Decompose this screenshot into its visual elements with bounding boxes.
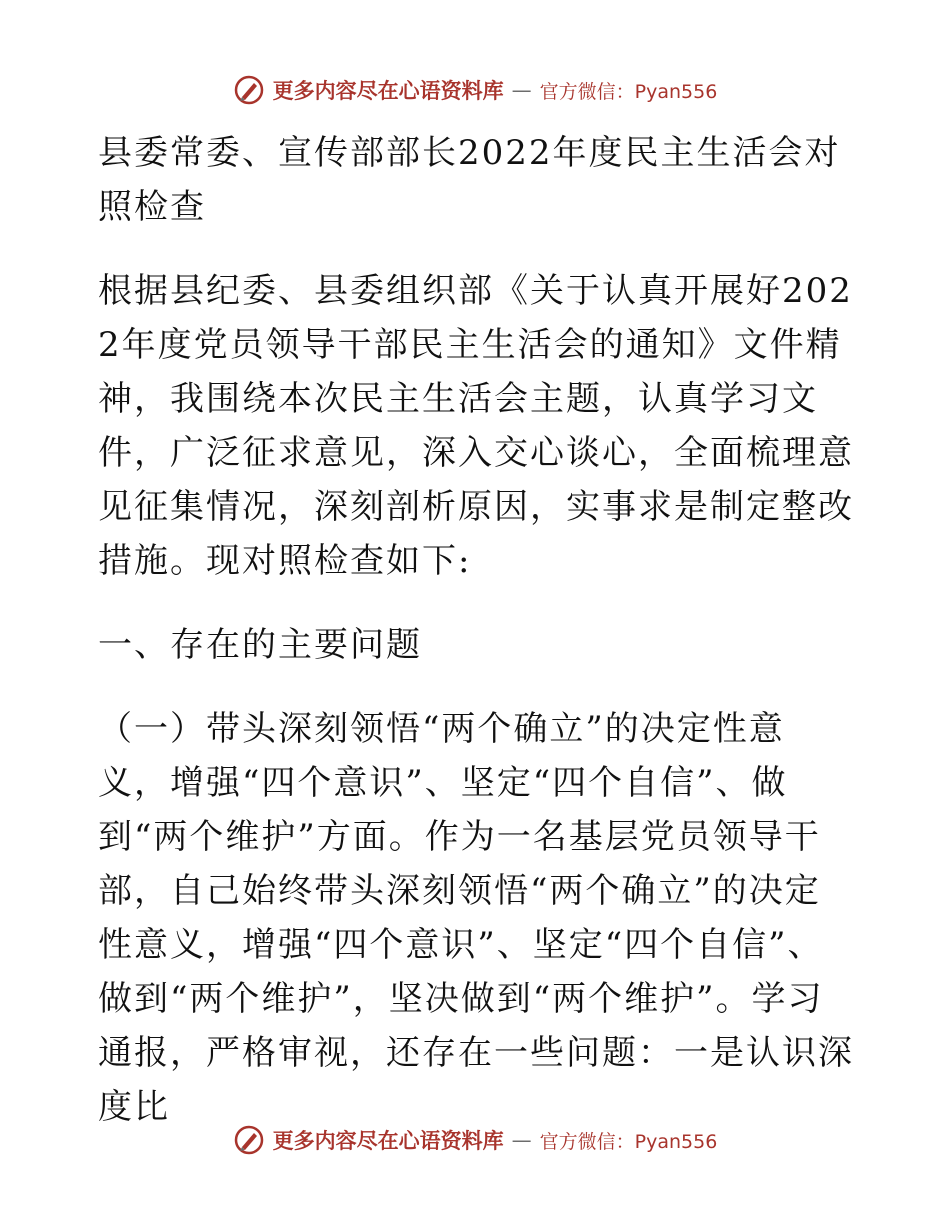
watermark-banner-top	[0, 70, 950, 110]
watermark-site-text: 更多内容尽在心语资料库	[272, 78, 504, 103]
watermark-separator: —	[511, 78, 532, 102]
watermark-site-text: 更多内容尽在心语资料库	[272, 1128, 504, 1153]
pen-logo-icon	[233, 74, 265, 106]
section-heading: 一、存在的主要问题	[98, 625, 422, 665]
document-body	[98, 118, 854, 1134]
intro-paragraph: 根据县纪委、县委组织部《关于认真开展好2022年度党员领导干部民主生活会的通知》文件精神，我围绕本次民主生活会主题，认真学习文件，广泛征求意见，深入交心谈心，全面梳理意见征集情况，深刻剖析原因，实事求是制定整改措施。现对照检查如下:	[98, 271, 854, 581]
document-title: 县委常委、宣传部部长2022年度民主生活会对照检查	[98, 133, 841, 227]
watermark-banner-bottom	[0, 1120, 950, 1160]
pen-logo-icon	[233, 1124, 265, 1156]
watermark-contact-text: 官方微信：Pyan556	[539, 80, 718, 103]
watermark-contact-text: 官方微信：Pyan556	[539, 1130, 718, 1153]
section-paragraph: （一）带头深刻领悟“两个确立”的决定性意义，增强“四个意识”、坚定“四个自信”、做到“两个维护”方面。作为一名基层党员领导干部，自己始终带头深刻领悟“两个确立”的决定性意义，增强“四个意识”、坚定“四个自信”、做到“两个维护”，坚决做到“两个维护”。学习通报，严格审视，还存在一些问题：一是认识深度比	[98, 709, 854, 1127]
watermark-separator: —	[511, 1128, 532, 1152]
